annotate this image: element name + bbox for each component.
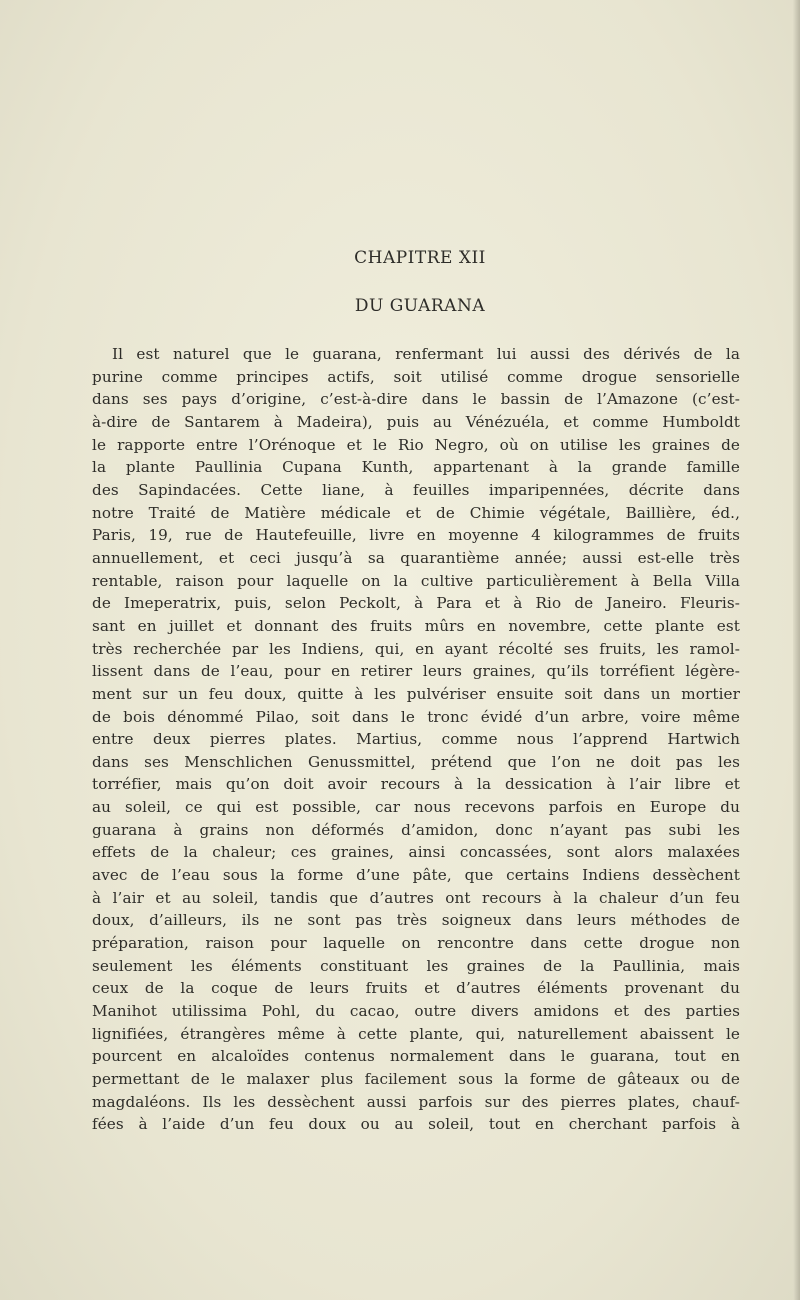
text-line: Il est naturel que le guarana, renfermant lui aussi des dérivés de la [112, 345, 740, 363]
text-line: Manihot utilissima Pohl, du cacao, outre divers amidons et des parties [92, 1002, 740, 1021]
chapter-heading: CHAPITRE XII [354, 248, 486, 268]
text-line: à l’air et au soleil, tandis que d’autres ont recours à la chaleur d’un feu [92, 888, 740, 907]
text-line: à-dire de Santarem à Madeira), puis au Vénézuéla, et comme Humboldt [92, 412, 740, 431]
text-line: annuellement, et ceci jusqu’à sa quarantième année; aussi est-elle très [92, 548, 740, 567]
text-line: sant en juillet et donnant des fruits mûrs en novembre, cette plante est [92, 616, 740, 635]
text-line: lignifiées, étrangères même à cette plante, qui, naturellement abaissent le [92, 1024, 740, 1043]
text-line: ceux de la coque de leurs fruits et d’autres éléments provenant du [92, 979, 740, 998]
chapter-title: DU GUARANA [354, 296, 486, 316]
text-line: très recherchée par les Indiens, qui, en ayant récolté ses fruits, les ramol- [92, 639, 740, 658]
text-line: purine comme principes actifs, soit utilisé comme drogue sensorielle [92, 367, 740, 386]
body-paragraph [92, 343, 740, 1136]
text-line: dans ses Menschlichen Genussmittel, prétend que l’on ne doit pas les [92, 752, 740, 771]
text-line: Paris, 19, rue de Hautefeuille, livre en moyenne 4 kilogrammes de fruits [92, 526, 740, 545]
text-line: la plante Paullinia Cupana Kunth, appartenant à la grande famille [92, 458, 740, 477]
text-line: préparation, raison pour laquelle on rencontre dans cette drogue non [92, 934, 740, 953]
text-line: pourcent en alcaloïdes contenus normalement dans le guarana, tout en [92, 1047, 740, 1066]
text-line: le rapporte entre l’Orénoque et le Rio Negro, où on utilise les graines de [92, 435, 740, 454]
text-line: ment sur un feu doux, quitte à les pulvériser ensuite soit dans un mortier [92, 684, 740, 703]
text-line: torréfier, mais qu’on doit avoir recours à la dessication à l’air libre et [92, 775, 740, 794]
text-line: dans ses pays d’origine, c’est-à-dire dans le bassin de l’Amazone (c’est- [92, 390, 740, 409]
text-line: guarana à grains non déformés d’amidon, donc n’ayant pas subi les [92, 820, 740, 839]
text-line: de Imeperatrix, puis, selon Peckolt, à Para et à Rio de Janeiro. Fleuris- [92, 594, 740, 613]
text-line: lissent dans de l’eau, pour en retirer leurs graines, qu’ils torréfient légère- [92, 662, 740, 681]
text-line: des Sapindacées. Cette liane, à feuilles imparipennées, décrite dans [92, 480, 740, 499]
text-line: au soleil, ce qui est possible, car nous recevons parfois en Europe du [92, 798, 740, 817]
text-line: seulement les éléments constituant les graines de la Paullinia, mais [92, 956, 740, 975]
text-line: notre Traité de Matière médicale et de Chimie végétale, Baillière, éd., [92, 503, 740, 522]
text-line: rentable, raison pour laquelle on la cultive particulièrement à Bella Villa [92, 571, 740, 590]
text-line: doux, d’ailleurs, ils ne sont pas très soigneux dans leurs méthodes de [92, 911, 740, 930]
text-line: entre deux pierres plates. Martius, comme nous l’apprend Hartwich [92, 730, 740, 749]
text-line: de bois dénommé Pilao, soit dans le tronc évidé d’un arbre, voire même [92, 707, 740, 726]
text-line: magdaléons. Ils les dessèchent aussi parfois sur des pierres plates, chauf- [92, 1092, 740, 1111]
text-line: effets de la chaleur; ces graines, ainsi concassées, sont alors malaxées [92, 843, 740, 862]
text-line: avec de l’eau sous la forme d’une pâte, que certains Indiens dessèchent [92, 866, 740, 885]
text-line: fées à l’aide d’un feu doux ou au soleil, tout en cherchant parfois à [92, 1115, 740, 1134]
page-edge-shadow [793, 0, 800, 1300]
text-line: permettant de le malaxer plus facilement sous la forme de gâteaux ou de [92, 1070, 740, 1088]
